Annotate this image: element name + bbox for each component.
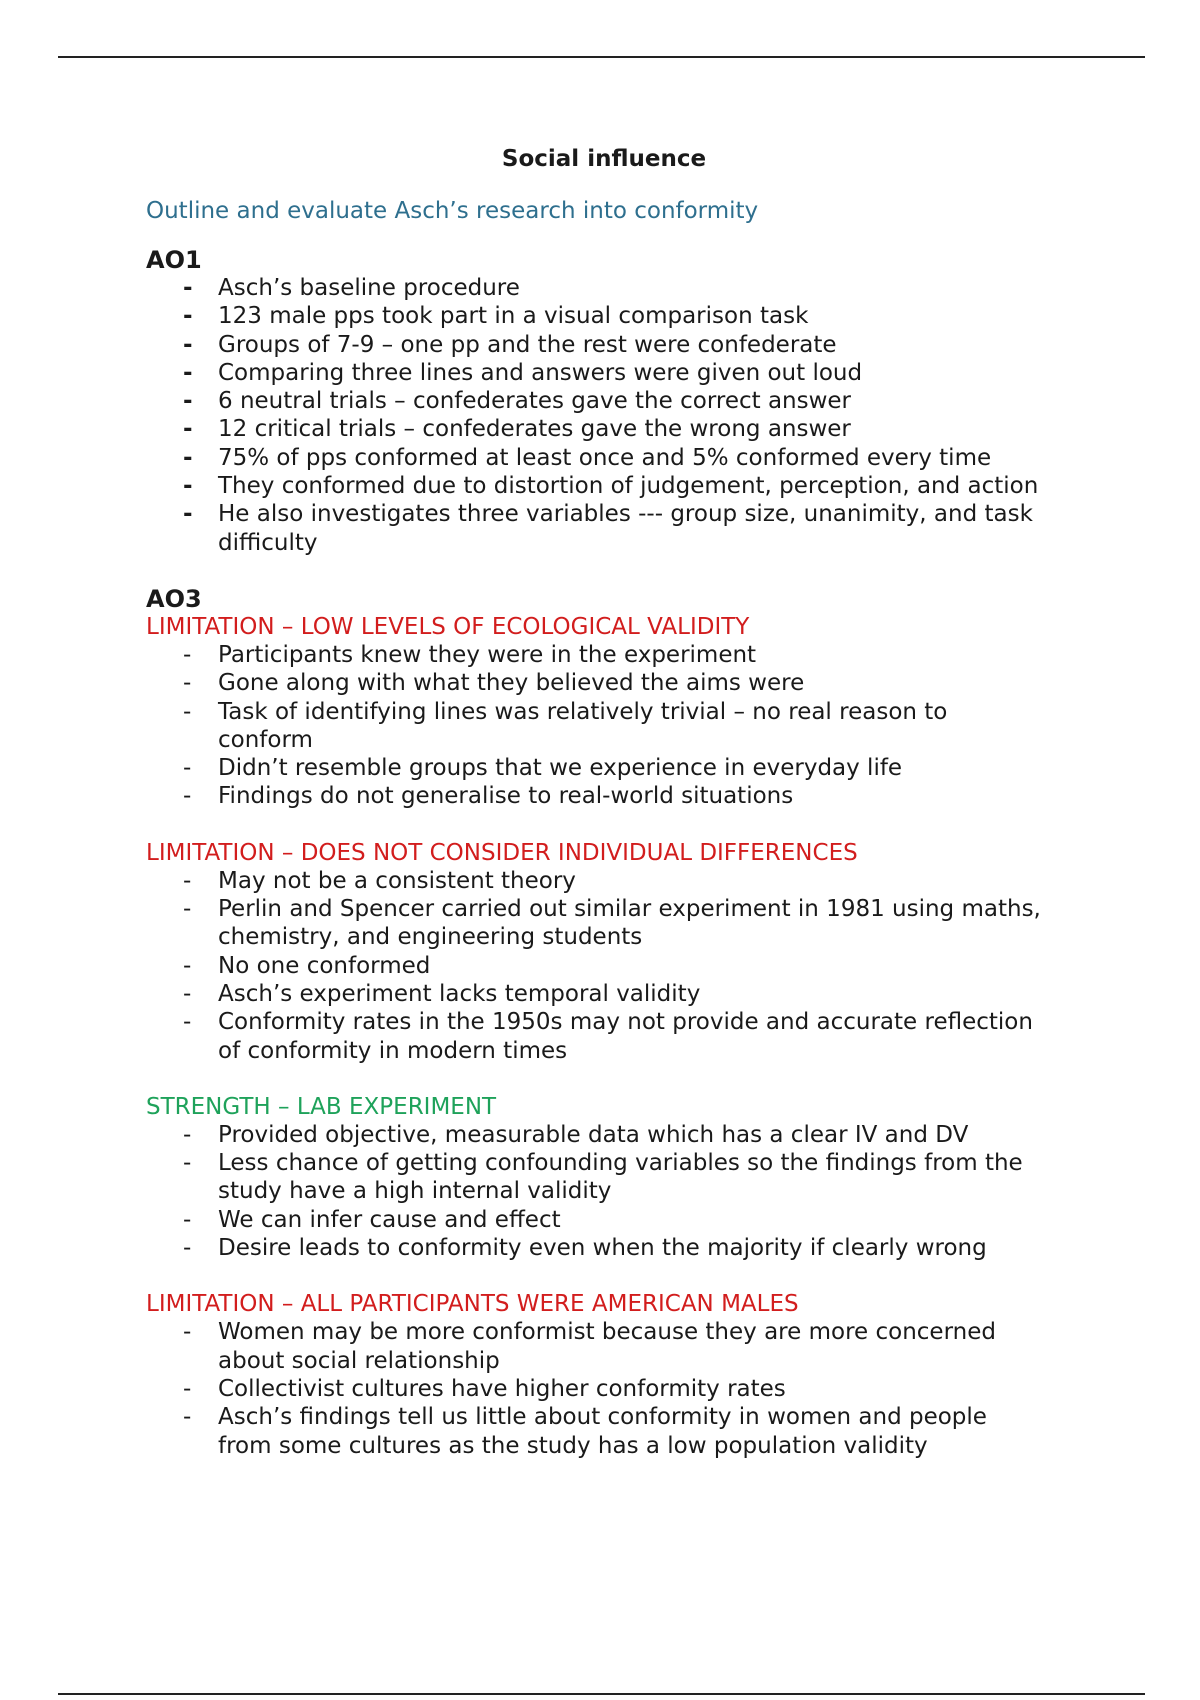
list-item: - They conformed due to distortion of judgement, perception, and action	[146, 472, 1046, 500]
individual-differences-list	[146, 867, 1046, 1065]
header-rule	[58, 56, 1145, 58]
list-item: - Task of identifying lines was relatively trivial – no real reason to conform	[146, 698, 1046, 755]
document-body	[146, 140, 1046, 1460]
list-item: - 123 male pps took part in a visual comparison task	[146, 302, 1046, 330]
list-item: - He also investigates three variables --- group size, unanimity, and task difficulty	[146, 500, 1046, 557]
list-item: - Asch’s baseline procedure	[146, 274, 1046, 302]
list-item: - Less chance of getting confounding variables so the findings from the study have a high internal validity	[146, 1149, 1046, 1206]
list-item: - Women may be more conformist because they are more concerned about social relationship	[146, 1318, 1046, 1375]
section-heading-individual-differences: LIMITATION – DOES NOT CONSIDER INDIVIDUAL DIFFERENCES	[146, 839, 858, 866]
list-item: - Groups of 7-9 – one pp and the rest were confederate	[146, 331, 1046, 359]
ao1-list	[146, 274, 1046, 557]
list-item: - Desire leads to conformity even when the majority if clearly wrong	[146, 1234, 1046, 1262]
ao3-heading: AO3	[146, 584, 202, 613]
list-item: - Collectivist cultures have higher conformity rates	[146, 1375, 1046, 1403]
list-item: - Perlin and Spencer carried out similar experiment in 1981 using maths, chemistry, and engineering students	[146, 895, 1046, 952]
page-title: Social influence	[501, 146, 707, 172]
american-males-list	[146, 1318, 1046, 1459]
list-item: - 6 neutral trials – confederates gave the correct answer	[146, 387, 1046, 415]
list-item: - Asch’s experiment lacks temporal validity	[146, 980, 1046, 1008]
essay-question: Outline and evaluate Asch’s research into conformity	[146, 198, 759, 224]
list-item: - Provided objective, measurable data which has a clear IV and DV	[146, 1121, 1046, 1149]
section-heading-lab-experiment: STRENGTH – LAB EXPERIMENT	[146, 1093, 497, 1120]
list-item: - Comparing three lines and answers were given out loud	[146, 359, 1046, 387]
section-heading-ecological-validity: LIMITATION – LOW LEVELS OF ECOLOGICAL VALIDITY	[146, 613, 750, 640]
list-item: - No one conformed	[146, 952, 1046, 980]
list-item: - Participants knew they were in the experiment	[146, 641, 1046, 669]
list-item: - Gone along with what they believed the aims were	[146, 669, 1046, 697]
list-item: - We can infer cause and effect	[146, 1206, 1046, 1234]
ao1-heading: AO1	[146, 246, 202, 274]
footer-rule	[58, 1693, 1145, 1695]
list-item: - Conformity rates in the 1950s may not provide and accurate reflection of conformity in modern times	[146, 1008, 1046, 1065]
list-item: - Didn’t resemble groups that we experience in everyday life	[146, 754, 1046, 782]
list-item: - Findings do not generalise to real-world situations	[146, 782, 1046, 810]
ecological-validity-list	[146, 641, 1046, 811]
lab-experiment-list	[146, 1121, 1046, 1262]
list-item: - Asch’s findings tell us little about conformity in women and people from some cultures as the study has a low population validity	[146, 1403, 1046, 1460]
section-heading-american-males: LIMITATION – ALL PARTICIPANTS WERE AMERICAN MALES	[146, 1291, 799, 1318]
list-item: - May not be a consistent theory	[146, 867, 1046, 895]
list-item: - 12 critical trials – confederates gave the wrong answer	[146, 415, 1046, 443]
list-item: - 75% of pps conformed at least once and 5% conformed every time	[146, 444, 1046, 472]
